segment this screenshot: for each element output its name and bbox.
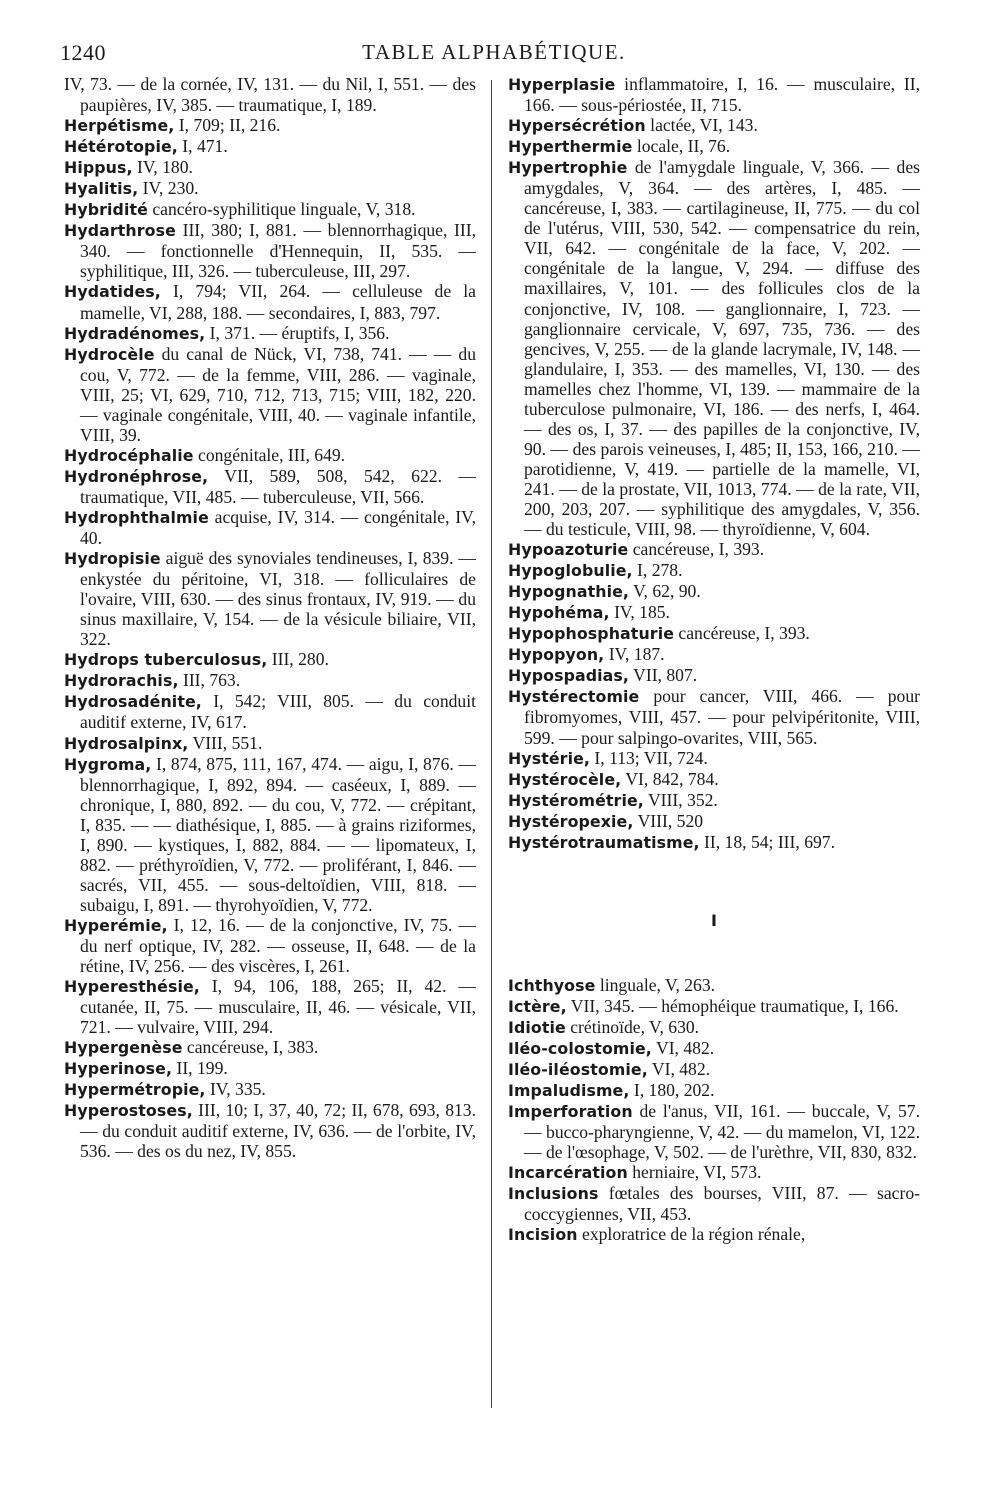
- entry-headword: Imperforation: [508, 1102, 633, 1122]
- index-entry: [508, 560, 920, 581]
- index-entry: [508, 996, 920, 1017]
- entry-headword: Hystérotraumatisme,: [508, 832, 700, 852]
- index-entry: [64, 1037, 476, 1058]
- index-entry: [64, 670, 476, 691]
- entry-headword: Hyperplasie: [508, 75, 616, 94]
- entry-headword: Incarcération: [508, 1163, 628, 1183]
- entry-headword: Hydatides,: [64, 282, 161, 302]
- index-entry: [64, 136, 476, 157]
- entry-references: aiguë des synoviales tendineuses, I, 839. — enkystée du péritoine, VI, 318. — folliculaires de l'ovaire, VIII, 630. — des sinus frontaux, IV, 919. — du sinus maxillaire, V, 154. — de la vésicule biliaire, VII, 322.: [80, 548, 476, 650]
- entry-references: I, 874, 875, 111, 167, 474. — aigu, I, 876. — blennorrhagique, I, 892, 894. — caséeux, I, 889. — chronique, I, 880, 892. — du cou, V, 772. — crépitant, I, 835. — — diathésique, I, 885. — à grains riziformes, I, 890. — kystiques, I, 882, 884. — — lipomateux, I, 882. — préthyroïdien, V, 772. — proliférant, I, 846. — sacrés, VII, 455. — sous-deltoïdien, VIII, 818. — subaigu, I, 891. — thyrohyoïdien, V, 772.: [80, 753, 476, 915]
- index-entry: [508, 1101, 920, 1162]
- entry-headword: Hydrosalpinx,: [64, 733, 189, 753]
- entry-headword: Hystéropexie,: [508, 811, 634, 831]
- index-entry: [64, 445, 476, 466]
- entry-headword: Hypergenèse: [64, 1038, 183, 1058]
- entry-headword: Incision: [508, 1225, 578, 1245]
- index-entry: [508, 1080, 920, 1101]
- index-entry: [64, 915, 476, 976]
- entry-headword: Hydrorachis,: [64, 671, 179, 691]
- index-entry: [64, 466, 476, 507]
- entry-references: I, 94, 106, 188, 265; II, 42. — cutanée, II, 75. — musculaire, II, 46. — vésicale, VII, 721. — vulvaire, VIII, 294.: [80, 976, 476, 1038]
- entry-references: fœtales des bourses, VIII, 87. — sacro-coccygiennes, VII, 453.: [524, 1183, 920, 1225]
- index-entry: [508, 1017, 920, 1038]
- entry-references: de l'amygdale linguale, V, 366. — des amygdales, V, 364. — des artères, I, 485. — cancéreuse, I, 383. — cartilagineuse, II, 775. — du col de l'utérus, VIII, 530, 542. — compensatrice du rein, VII, 642. — congénitale de la face, V, 202. — congénitale de la langue, V, 294. — diffuse des maxillaires, V, 101. — des follicules clos de la conjonctive, IV, 108. — ganglionnaire, I, 723. — ganglionnaire cervicale, V, 697, 735, 736. — des gencives, V, 255. — de la glande lacrymale, IV, 148. — glandulaire, I, 353. — des mamelles, VI, 130. — des mamelles chez l'homme, VI, 139. — mammaire de la tuberculose pulmonaire, VI, 186. — des nerfs, I, 464. — des os, I, 37. — des papilles de la conjonctive, IV, 90. — des parois veineuses, I, 485; II, 153, 166, 210. — parotidienne, V, 419. — partielle de la mamelle, VI, 241. — de la prostate, VII, 1013, 774. — de la rate, VII, 200, 203, 207. — syphilitique des amygdales, V, 356. — du testicule, VIII, 98. — thyroïdienne, V, 604.: [524, 157, 920, 540]
- index-entry: [508, 790, 920, 811]
- index-entry: [64, 507, 476, 548]
- entry-headword: Idiotie: [508, 1017, 566, 1037]
- entry-references: VII, 807.: [629, 665, 698, 686]
- index-entry: [64, 548, 476, 649]
- entry-headword: Hydronéphrose,: [64, 466, 209, 486]
- index-entry: [508, 115, 920, 136]
- entry-references: inflammatoire, I, 16. — musculaire, II, 166. — sous-périostée, II, 715.: [524, 74, 920, 116]
- entry-headword: Iléo-colostomie,: [508, 1038, 652, 1058]
- entry-headword: Hydrops tuberculosus,: [64, 650, 268, 670]
- entry-references: I, 180, 202.: [629, 1080, 715, 1101]
- index-column-right: [508, 74, 920, 1245]
- entry-headword: Hyperostoses,: [64, 1101, 193, 1121]
- index-entry: [64, 1079, 476, 1100]
- index-entry: [64, 281, 476, 322]
- index-entry: [64, 115, 476, 136]
- entry-headword: Hyperthermie: [508, 137, 633, 157]
- entry-references: III, 380; I, 881. — blennorrhagique, III, 340. — fonctionnelle d'Hennequin, II, 535. — syphilitique, III, 326. — tuberculeuse, III, 297.: [80, 220, 476, 282]
- entry-headword: Hyperinose,: [64, 1059, 173, 1079]
- entry-headword: Hypersécrétion: [508, 116, 646, 136]
- entry-references: IV, 73. — de la cornée, IV, 131. — du Nil, I, 551. — des paupières, IV, 385. — traumatique, I, 189.: [64, 74, 476, 116]
- entry-references: II, 199.: [172, 1058, 228, 1079]
- entry-references: IV, 187.: [604, 644, 665, 665]
- entry-headword: Hétérotopie,: [64, 137, 178, 157]
- index-entry: [508, 811, 920, 832]
- entry-headword: Hypospadias,: [508, 666, 630, 686]
- entry-headword: Hypopyon,: [508, 645, 605, 665]
- entry-references: VIII, 352.: [643, 789, 718, 810]
- entry-headword: Hystérectomie: [508, 687, 640, 707]
- entry-references: VIII, 551.: [188, 732, 263, 753]
- index-entry: [64, 157, 476, 178]
- page-title: TABLE ALPHABÉTIQUE.: [362, 40, 626, 64]
- index-entry: [508, 602, 920, 623]
- index-entry: [64, 1058, 476, 1079]
- entry-headword: Hygroma,: [64, 754, 152, 774]
- index-entry: [508, 539, 920, 560]
- index-entry: [508, 975, 920, 996]
- entry-references: cancéreuse, I, 383.: [182, 1037, 319, 1058]
- index-list-h: [508, 74, 920, 853]
- index-entry: [64, 199, 476, 220]
- entry-references: cancéro-syphilitique linguale, V, 318.: [147, 199, 416, 220]
- entry-references: exploratrice de la région rénale,: [577, 1224, 806, 1245]
- entry-headword: Hydrocéphalie: [64, 445, 194, 465]
- index-column-left: [64, 74, 476, 1161]
- entry-headword: Hybridité: [64, 200, 148, 220]
- entry-headword: Hystérométrie,: [508, 790, 644, 810]
- entry-references: pour cancer, VIII, 466. — pour fibromyomes, VIII, 457. — pour pelvipéritonite, VIII, 599. — pour salpingo-ovarites, VIII, 565.: [524, 686, 920, 748]
- entry-headword: Hydropisie: [64, 549, 161, 569]
- entry-headword: Hyalitis,: [64, 179, 139, 199]
- section-letter: I: [711, 910, 717, 930]
- entry-references: linguale, V, 263.: [595, 974, 716, 995]
- entry-references: VIII, 520: [633, 810, 704, 831]
- index-entry: [508, 686, 920, 747]
- entry-references: I, 12, 16. — de la conjonctive, IV, 75. — du nerf optique, IV, 282. — osseuse, II, 648. — de la rétine, IV, 256. — des viscères, I, 261.: [80, 914, 476, 977]
- entry-headword: Inclusions: [508, 1184, 599, 1204]
- entry-references: acquise, IV, 314. — congénitale, IV, 40.: [80, 506, 476, 549]
- index-entry: [64, 74, 476, 115]
- entry-references: VII, 589, 508, 542, 622. — traumatique, VII, 485. — tuberculeuse, VII, 566.: [80, 465, 476, 507]
- index-entry: [64, 178, 476, 199]
- entry-headword: Hypoazoturie: [508, 540, 629, 560]
- entry-headword: Hypermétropie,: [64, 1080, 206, 1100]
- index-entry: [64, 976, 476, 1037]
- entry-references: locale, II, 76.: [632, 136, 731, 157]
- index-list-i: [508, 975, 920, 1246]
- index-entry: [64, 649, 476, 670]
- index-entry: [64, 691, 476, 732]
- index-entry: [64, 344, 476, 445]
- entry-references: cancéreuse, I, 393.: [628, 539, 765, 560]
- entry-headword: Herpétisme,: [64, 116, 175, 136]
- index-entry: [508, 665, 920, 686]
- entry-references: VII, 345. — hémophéique traumatique, I, 166.: [566, 995, 899, 1016]
- index-entry: [64, 1100, 476, 1161]
- entry-references: crétinoïde, V, 630.: [565, 1016, 700, 1037]
- entry-references: IV, 185.: [609, 602, 670, 623]
- entry-headword: Impaludisme,: [508, 1081, 630, 1101]
- entry-references: I, 471.: [177, 136, 228, 157]
- entry-headword: Hydrophthalmie: [64, 507, 209, 527]
- index-entry: [508, 748, 920, 769]
- entry-references: I, 278.: [632, 560, 683, 581]
- index-entry: [508, 1183, 920, 1224]
- entry-headword: Hyperesthésie,: [64, 977, 200, 997]
- entry-references: II, 18, 54; III, 697.: [699, 831, 835, 852]
- entry-headword: Hystérie,: [508, 748, 591, 768]
- entry-references: de l'anus, VII, 161. — buccale, V, 57. — bucco-pharyngienne, V, 42. — du mamelon, VI, 122. — de l'œsophage, V, 502. — de l'urèthre, VII, 830, 832.: [524, 1101, 920, 1163]
- entry-headword: Hydarthrose: [64, 221, 176, 241]
- entry-headword: Ictère,: [508, 996, 567, 1016]
- running-header: [60, 40, 928, 70]
- entry-headword: Hydradénomes,: [64, 323, 206, 343]
- index-entry: [64, 323, 476, 344]
- entry-headword: Ichthyose: [508, 975, 596, 995]
- entry-references: III, 763.: [178, 670, 241, 691]
- entry-references: cancéreuse, I, 393.: [674, 623, 810, 644]
- index-entry: [508, 157, 920, 539]
- index-entry: [508, 1059, 920, 1080]
- index-entry: [508, 1038, 920, 1059]
- entry-headword: Hystérocèle,: [508, 769, 622, 789]
- index-entry: [508, 1224, 920, 1245]
- entry-headword: Hydrosadénite,: [64, 692, 202, 712]
- index-entry: [64, 220, 476, 281]
- index-entry: [508, 832, 920, 853]
- entry-references: IV, 335.: [205, 1079, 266, 1100]
- entry-headword: Iléo-iléostomie,: [508, 1059, 648, 1079]
- index-entry: [508, 581, 920, 602]
- index-entry: [508, 769, 920, 790]
- entry-references: III, 10; I, 37, 40, 72; II, 678, 693, 813. — du conduit auditif externe, IV, 636. — de l'orbite, IV, 536. — des os du nez, IV, 855.: [80, 1100, 476, 1162]
- index-entry: [508, 74, 920, 115]
- entry-references: I, 113; VII, 724.: [590, 747, 708, 768]
- index-entry: [508, 644, 920, 665]
- index-entry: [64, 733, 476, 754]
- entry-headword: Hypertrophie: [508, 158, 628, 178]
- entry-headword: Hyperémie,: [64, 915, 168, 935]
- entry-references: I, 794; VII, 264. — celluleuse de la mamelle, VI, 288, 188. — secondaires, I, 883, 797.: [80, 281, 476, 323]
- entry-references: I, 371. — éruptifs, I, 356.: [205, 322, 390, 343]
- entry-headword: Hypohéma,: [508, 603, 610, 623]
- entry-references: V, 62, 90.: [629, 581, 701, 602]
- entry-references: IV, 230.: [138, 178, 199, 199]
- entry-references: III, 280.: [267, 649, 329, 670]
- entry-references: lactée, VI, 143.: [645, 115, 758, 136]
- entry-references: IV, 180.: [132, 157, 193, 178]
- entry-headword: Hippus,: [64, 158, 133, 178]
- entry-headword: Hypophosphaturie: [508, 624, 675, 644]
- entry-headword: Hypoglobulie,: [508, 561, 633, 581]
- entry-headword: Hypognathie,: [508, 582, 630, 602]
- index-entry: [508, 1162, 920, 1183]
- entry-references: I, 542; VIII, 805. — du conduit auditif externe, IV, 617.: [80, 691, 476, 733]
- column-divider: [491, 80, 492, 1408]
- entry-references: herniaire, VI, 573.: [627, 1162, 762, 1183]
- index-entry: [508, 136, 920, 157]
- index-entry: [64, 754, 476, 915]
- entry-references: VI, 482.: [647, 1058, 711, 1079]
- page-number: 1240: [60, 40, 106, 65]
- entry-references: du canal de Nück, VI, 738, 741. — — du cou, V, 772. — de la femme, VIII, 286. — vaginale, VIII, 25; VI, 629, 710, 712, 713, 715; VIII, 182, 220. — vaginale congénitale, VIII, 40. — vaginale infantile, VIII, 39.: [80, 343, 476, 445]
- index-entry: [508, 623, 920, 644]
- entry-references: I, 709; II, 216.: [174, 115, 281, 136]
- entry-headword: Hydrocèle: [64, 344, 155, 364]
- entry-references: VI, 842, 784.: [621, 768, 719, 789]
- entry-references: VI, 482.: [651, 1037, 715, 1058]
- entry-references: congénitale, III, 649.: [193, 444, 346, 465]
